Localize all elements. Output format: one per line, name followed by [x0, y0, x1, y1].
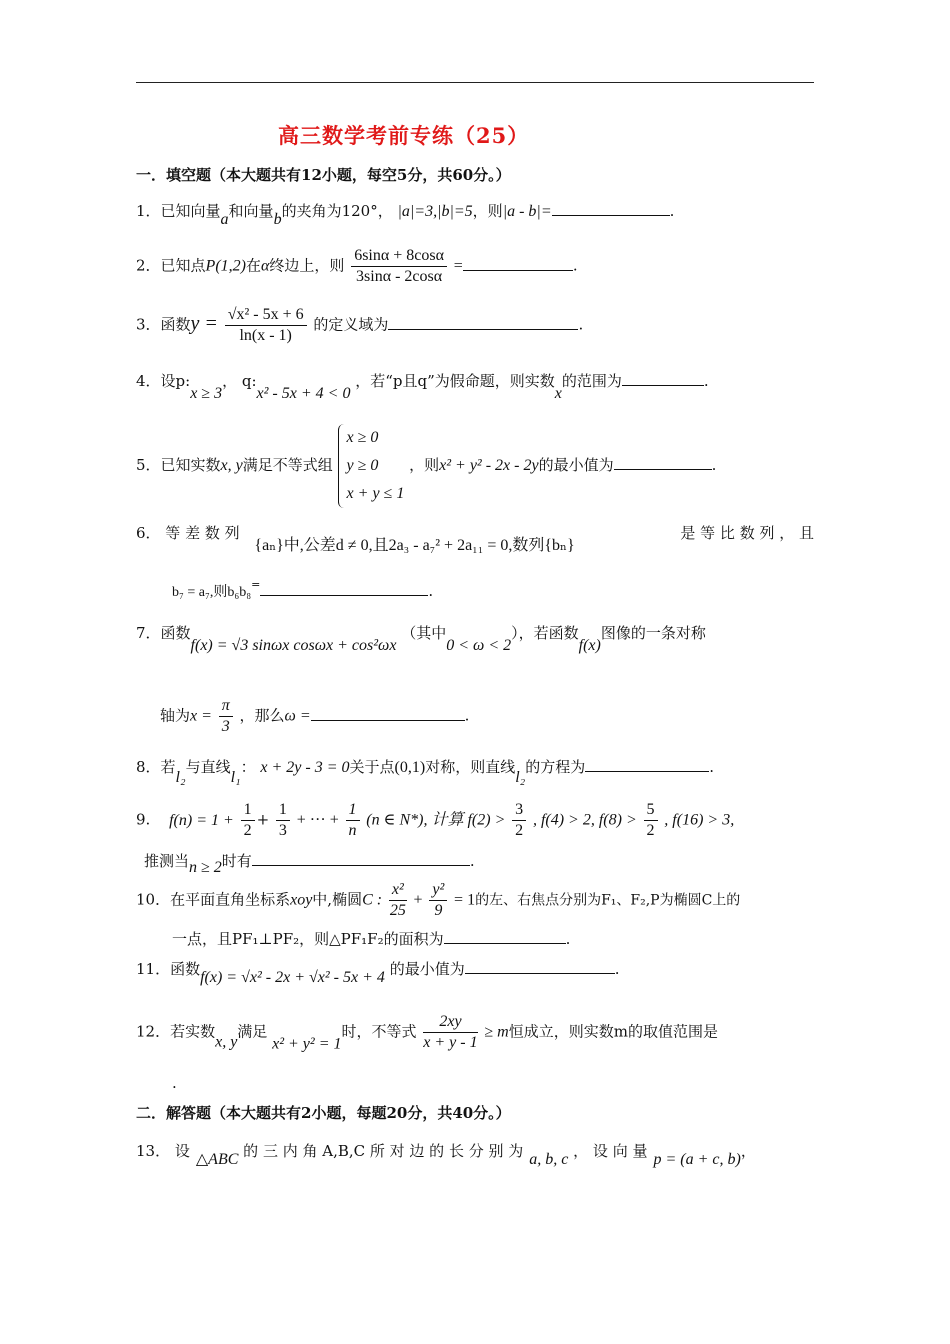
question-4: 4．设p:x ≥ 3， q:x² - 5x + 4 < 0 ，若“p且q”为假命题，则实数x的范围为 . [136, 372, 709, 402]
section-2-heading: 二．解答题（本大题共有2小题，每题20分，共40分。） [136, 1104, 511, 1122]
question-7: 7．函数f(x) = √3 sinωx cosωx + cos²ωx （其中0 < ω < 2），若函数f(x)图像的一条对称 [136, 624, 706, 654]
question-9-cont: 推测当n ≥ 2时有 . [144, 852, 475, 876]
question-2: 2．已知点P(1,2)在α终边上，则 $\frac{6\sin\alpha + 8\cos\alpha}{3\sin\alpha - 2\cos\alpha}$ = . [136, 247, 578, 285]
question-1: 1．已知向量a和向量b的夹角为120°， |a|=3,|b|=5，则|a - b|= . [136, 202, 675, 228]
section-1-heading: 一．填空题（本大题共有12小题，每空5分，共60分。） [136, 166, 511, 184]
question-10-cont: 一点，且PF₁⊥PF₂，则△PF₁F₂的面积为 . [172, 930, 571, 948]
question-8: 8．若l₂与直线l₁： x + 2y - 3 = 0关于点(0,1)对称，则直线l₂的方程为 . [136, 758, 715, 786]
page-title: 高三数学考前专练（25） [278, 123, 530, 148]
question-11: 11．函数f(x) = √x² - 2x + √x² - 5x + 4 的最小值为 . [136, 960, 620, 986]
question-6-cont: b₇ = a₇,则b₆b₈= . [172, 578, 434, 600]
question-7-cont: 轴为x = $\frac{\pi}{3}$ ，那么ω = . [160, 697, 470, 735]
header-rule [136, 82, 814, 83]
question-9: 9. f(n) = 1 + $\frac{1}{2}$ + $\frac{1}{3}$ + ··· + $\frac{1}{n}$ (n ∈ N*), 计算 f(2) > $\frac{3}{2}$ , f(4) > 2, f(8) > $\frac{5}{2}$ , f(16) > 3, [136, 801, 735, 839]
question-5: 5．已知实数x, y满足不等式组 x ≥ 0 y ≥ 0 x + y ≤ 1 ，则x² + y² - 2x - 2y的最小值为 . [136, 424, 716, 508]
question-13: 13． 设 △ABC 的 三 内 角 A,B,C 所 对 边 的 长 分 别 为 a, b, c ， 设 向 量 p = (a + c, b)， [136, 1142, 756, 1168]
question-12: 12．若实数x, y满足 x² + y² = 1时，不等式 $\frac{2xy}{x + y - 1}$ ≥ m恒成立，则实数m的取值范围是 [136, 1013, 718, 1053]
question-6: 6． 等 差 数 列 {aₙ}中,公差d ≠ 0,且2a₃ - a₇² + 2a₁₁ = 0,数列{bₙ} 是 等 比 数 列 ， 且 [136, 524, 814, 554]
question-10: 10．在平面直角坐标系xoy中,椭圆C : $\frac{\text{x²}}{25}$ + $\frac{\text{y²}}{9}$ = 1的左、右焦点分别为F₁、F₂,P为椭圆C上的 [136, 881, 741, 919]
question-3: 3．函数y = $\frac{\text{√x² - 5x + 6}}{\ln(x - 1)}$ 的定义域为 . [136, 306, 584, 344]
question-12-end: . [172, 1074, 177, 1092]
